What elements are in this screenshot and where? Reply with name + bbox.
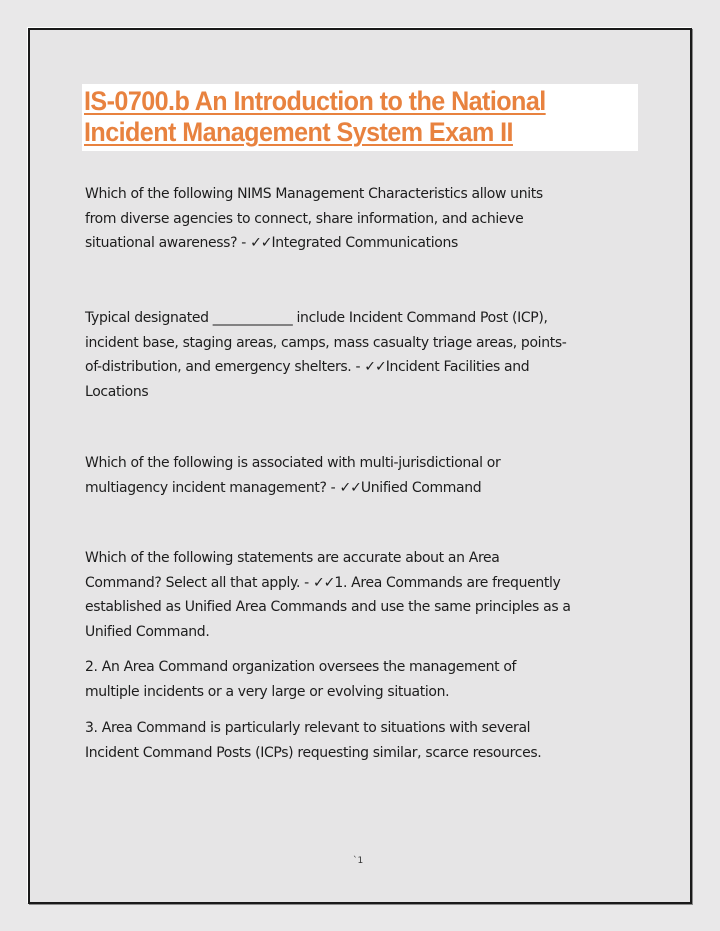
question-text-line: Which of the following NIMS Management Characteristics allow units [85,186,543,202]
answer-text-line: 3. Area Command is particularly relevant to situations with several [85,720,531,736]
answer-continuation: Locations [85,383,149,400]
question-answer-line [85,476,500,501]
answer-text-line: multiple incidents or a very large or evolving situation. [85,683,450,700]
question-1 [85,182,543,256]
question-text: situational awareness? - [85,235,251,251]
document-title [84,86,546,148]
question-text: multiagency incident management? - [85,479,340,496]
double-check-icon: ✓✓ [312,574,335,591]
double-check-icon: ✓✓ [364,359,386,375]
double-check-icon: ✓✓ [250,235,272,251]
double-check-icon: ✓✓ [339,479,361,496]
question-text: of-distribution, and emergency shelters. - [85,359,365,375]
page-number: `1 [353,856,364,866]
question-3 [85,451,500,500]
title-line-2: Incident Management System Exam II [84,117,513,147]
question-text-line: Which of the following statements are accurate about an Area [85,550,500,566]
question-answer-line [85,355,566,380]
question-text-line: from diverse agencies to connect, share information, and achieve [85,210,524,227]
question-text-line: Typical designated ____________ include Incident Command Post (ICP), [85,310,548,326]
question-text-line: incident base, staging areas, camps, mass casualty triage areas, points- [85,334,567,351]
answer-item-2 [85,655,516,704]
answer-text-line: 2. An Area Command organization oversees the management of [85,659,517,675]
question-answer-line [85,571,571,596]
question-text: Command? Select all that apply. - [85,574,313,591]
answer-continuation: Unified Command. [85,623,210,640]
answer-text: 1. Area Commands are frequently [334,574,561,591]
question-2 [85,306,566,404]
answer-continuation: established as Unified Area Commands and use the same principles as a [85,599,571,615]
answer-text-line: Incident Command Posts (ICPs) requesting similar, scarce resources. [85,744,542,761]
title-line-1: IS-0700.b An Introduction to the National [84,86,546,116]
question-4 [85,546,571,644]
question-answer-line [85,231,543,256]
answer-text: Integrated Communications [271,235,458,251]
answer-item-3 [85,716,541,765]
answer-text: Incident Facilities and [385,359,530,375]
answer-text: Unified Command [360,479,482,496]
question-text-line: Which of the following is associated with multi-jurisdictional or [85,455,501,471]
